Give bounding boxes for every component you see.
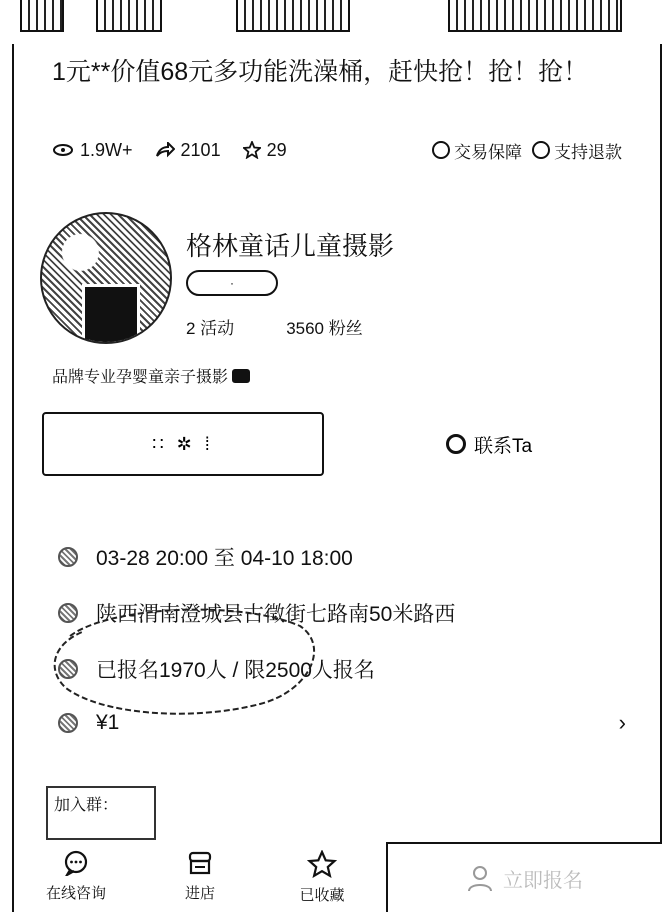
- price-row[interactable]: [58, 706, 630, 740]
- badge-transaction-guarantee: [432, 138, 522, 163]
- follow-button[interactable]: ·: [186, 270, 278, 296]
- chevron-right-icon: ›: [618, 710, 626, 735]
- shares-count: 2101: [180, 139, 221, 160]
- badge-label: 交易保障: [454, 142, 522, 162]
- avatar-photo-detail: [82, 284, 140, 344]
- check-circle-icon: [532, 141, 550, 159]
- price-tag-icon: [58, 713, 78, 733]
- check-circle-icon: [432, 141, 450, 159]
- cover-fragment: [448, 0, 622, 32]
- contact-button-label: 联系Ta: [473, 435, 533, 457]
- shares-stat: [155, 140, 221, 161]
- organizer-stats: [186, 314, 415, 339]
- share-icon: [155, 142, 175, 158]
- views-count: 1.9W+: [80, 139, 133, 160]
- guarantee-badges: [422, 138, 622, 163]
- store-icon: [186, 850, 214, 876]
- chat-circle-icon: [446, 434, 466, 454]
- enter-store-button[interactable]: ∷ ✲ ⁞: [42, 412, 324, 476]
- cover-fragment: [236, 0, 350, 32]
- cover-fragment: [96, 0, 162, 32]
- cover-image-strip: [0, 0, 672, 44]
- activity-title: 1元**价值68元多功能洗澡桶，赶快抢！抢！抢！: [52, 58, 589, 86]
- chat-bubble-icon: [62, 850, 90, 876]
- join-group-label: 加入群：: [54, 797, 119, 814]
- signup-button-label: 立即报名: [503, 869, 583, 892]
- cover-fragment: [20, 0, 64, 32]
- favorites-stat: [243, 140, 287, 161]
- card-border-left: [12, 44, 14, 912]
- activity-time-row: [58, 540, 630, 574]
- contact-button[interactable]: [348, 412, 630, 476]
- tab-online-consult[interactable]: [26, 842, 126, 912]
- tab-store[interactable]: [150, 842, 250, 912]
- organizer-description: [52, 364, 250, 387]
- organizer-avatar[interactable]: [40, 212, 172, 344]
- activity-stats: [52, 136, 622, 164]
- camera-icon: [232, 369, 250, 383]
- signup-button[interactable]: [386, 842, 662, 912]
- join-group-box[interactable]: [46, 786, 156, 840]
- tab-label: 进店: [184, 885, 215, 902]
- bottom-tab-bar: [14, 842, 386, 912]
- views-stat: [52, 140, 133, 161]
- organizer-description-text: 品牌专业孕婴童亲子摄影: [52, 369, 229, 386]
- clock-icon: [58, 547, 78, 567]
- eye-icon: [52, 143, 74, 157]
- organizer-name[interactable]: 格林童话儿童摄影: [186, 231, 395, 261]
- tab-label: 已收藏: [299, 887, 345, 904]
- signup-count: 已报名1970人 / 限2500人报名: [96, 659, 375, 682]
- signup-count-row: [58, 652, 630, 686]
- location-pin-icon: [58, 603, 78, 623]
- organizer-fans-count: 3560 粉丝: [286, 319, 363, 338]
- tab-label: 在线咨询: [45, 885, 106, 902]
- star-icon: [307, 850, 337, 878]
- activity-address: 陕西渭南澄城县古徵街七路南50米路西: [96, 603, 456, 626]
- activity-address-row[interactable]: [58, 596, 630, 630]
- activity-time: 03-28 20:00 至 04-10 18:00: [96, 547, 353, 570]
- card-border-right: [660, 44, 662, 912]
- star-icon: [243, 141, 261, 159]
- badge-refund-support: [532, 138, 622, 163]
- person-icon: [467, 864, 493, 892]
- favorites-count: 29: [266, 139, 287, 160]
- organizer-activity-count: 2 活动: [186, 319, 235, 338]
- badge-label: 支持退款: [554, 142, 622, 162]
- tab-favorited[interactable]: [272, 842, 372, 912]
- activity-price: ¥1: [96, 711, 120, 734]
- user-icon: [58, 659, 78, 679]
